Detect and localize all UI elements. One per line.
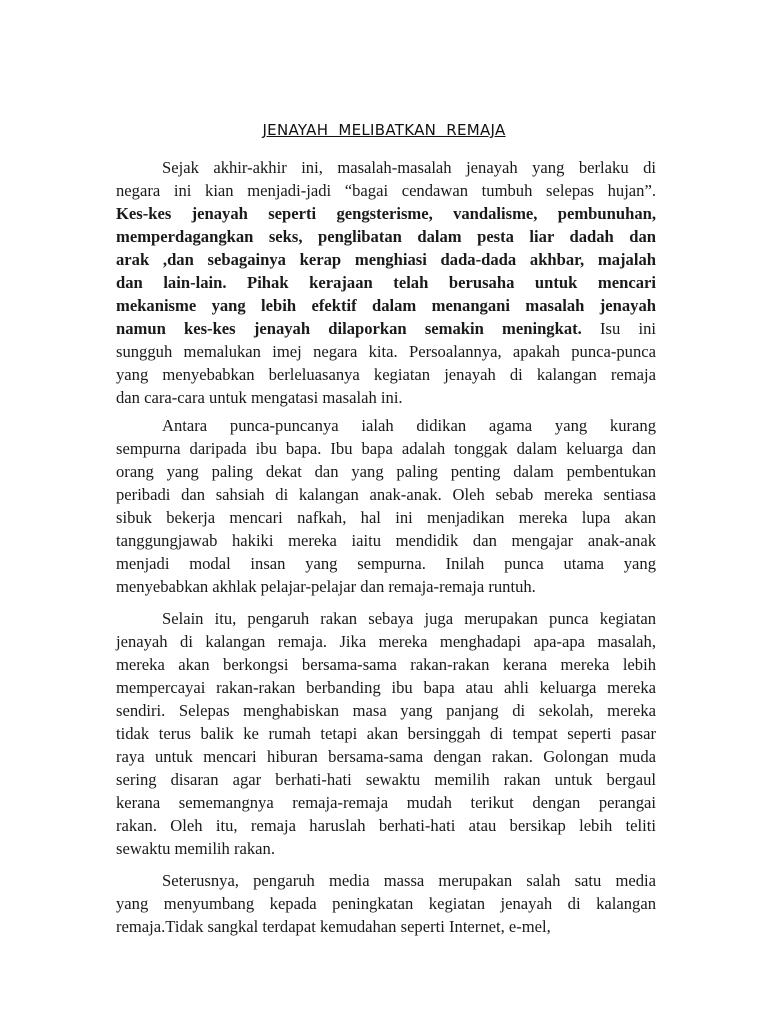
text-run: yang menyumbang kepada peningkatan kegiatan jenayah di kalangan: [116, 894, 656, 913]
text-run: raya untuk mencari hiburan bersama-sama dengan rakan. Golongan muda: [116, 747, 656, 766]
text-run: Antara punca-puncanya ialah didikan agama yang kurang: [162, 416, 656, 435]
bold-text-run: namun kes-kes jenayah dilaporkan semakin meningkat.: [116, 319, 582, 338]
bold-text-run: mekanisme yang lebih efektif dalam menangani masalah jenayah: [116, 296, 656, 315]
text-run: menyebabkan akhlak pelajar-pelajar dan remaja-remaja runtuh.: [116, 577, 536, 596]
text-line: [116, 460, 656, 483]
text-run: Seterusnya, pengaruh media massa merupakan salah satu media: [162, 871, 656, 890]
text-run: orang yang paling dekat dan yang paling penting dalam pembentukan: [116, 462, 656, 481]
text-run: remaja.Tidak sangkal terdapat kemudahan seperti Internet, e-mel,: [116, 917, 551, 936]
text-line: [116, 722, 656, 745]
text-line: [116, 179, 656, 202]
text-line: [116, 294, 656, 317]
text-run: sibuk bekerja mencari nafkah, hal ini menjadikan mereka lupa akan: [116, 508, 656, 527]
text-line: [116, 202, 656, 225]
text-line: [116, 483, 656, 506]
text-line: [116, 437, 656, 460]
paragraph-4: [116, 869, 656, 938]
text-run: mereka akan berkongsi bersama-sama rakan-rakan kerana mereka lebih: [116, 655, 656, 674]
text-run: menjadi modal insan yang sempurna. Inilah punca utama yang: [116, 554, 656, 573]
text-line: [116, 575, 656, 598]
bold-text-run: arak ,dan sebagainya kerap menghiasi dada-dada akhbar, majalah: [116, 250, 656, 269]
text-run: negara ini kian menjadi-jadi “bagai cendawan tumbuh selepas hujan”.: [116, 181, 656, 200]
bold-text-run: Kes-kes jenayah seperti gengsterisme, vandalisme, pembunuhan,: [116, 204, 656, 223]
text-run: kerana sememangnya remaja-remaja mudah terikut dengan perangai: [116, 793, 656, 812]
bold-text-run: dan lain-lain. Pihak kerajaan telah berusaha untuk mencari: [116, 273, 656, 292]
text-run: mempercayai rakan-rakan berbanding ibu bapa atau ahli keluarga mereka: [116, 678, 656, 697]
paragraph-2: [116, 414, 656, 598]
text-line: [116, 414, 656, 437]
text-line: [116, 552, 656, 575]
text-run: tidak terus balik ke rumah tetapi akan bersinggah di tempat seperti pasar: [116, 724, 656, 743]
text-run: sendiri. Selepas menghabiskan masa yang panjang di sekolah, mereka: [116, 701, 656, 720]
text-line: [116, 892, 656, 915]
document-title: JENAYAH MELIBATKAN REMAJA: [262, 121, 506, 139]
text-line: [116, 676, 656, 699]
text-run: sempurna daripada ibu bapa. Ibu bapa adalah tonggak dalam keluarga dan: [116, 439, 656, 458]
text-line: [116, 340, 656, 363]
text-line: [116, 506, 656, 529]
text-run: peribadi dan sahsiah di kalangan anak-anak. Oleh sebab mereka sentiasa: [116, 485, 656, 504]
text-line: [116, 837, 656, 860]
text-run: Sejak akhir-akhir ini, masalah-masalah jenayah yang berlaku di: [162, 158, 656, 177]
text-line: [116, 791, 656, 814]
text-line: [116, 699, 656, 722]
text-line: [116, 814, 656, 837]
text-run: jenayah di kalangan remaja. Jika mereka menghadapi apa-apa masalah,: [116, 632, 656, 651]
text-run: Isu ini: [581, 319, 656, 338]
paragraph-1: [116, 156, 656, 409]
text-run: yang menyebabkan berleluasanya kegiatan jenayah di kalangan remaja: [116, 365, 656, 384]
text-run: dan cara-cara untuk mengatasi masalah ini.: [116, 388, 403, 407]
text-run: sering disaran agar berhati-hati sewaktu memilih rakan untuk bergaul: [116, 770, 656, 789]
text-line: [116, 529, 656, 552]
text-line: [116, 745, 656, 768]
bold-text-run: memperdagangkan seks, penglibatan dalam pesta liar dadah dan: [116, 227, 656, 246]
text-run: sewaktu memilih rakan.: [116, 839, 275, 858]
text-line: [116, 156, 656, 179]
text-run: rakan. Oleh itu, remaja haruslah berhati-hati atau bersikap lebih teliti: [116, 816, 656, 835]
text-line: [116, 386, 656, 409]
text-line: [116, 248, 656, 271]
text-run: sungguh memalukan imej negara kita. Persoalannya, apakah punca-punca: [116, 342, 656, 361]
text-line: [116, 915, 656, 938]
text-line: [116, 271, 656, 294]
text-line: [116, 869, 656, 892]
text-run: tanggungjawab hakiki mereka iaitu mendidik dan mengajar anak-anak: [116, 531, 656, 550]
text-line: [116, 653, 656, 676]
paragraph-3: [116, 607, 656, 860]
text-run: Selain itu, pengaruh rakan sebaya juga merupakan punca kegiatan: [162, 609, 656, 628]
text-line: [116, 607, 656, 630]
text-line: [116, 317, 656, 340]
text-line: [116, 768, 656, 791]
text-line: [116, 225, 656, 248]
text-line: [116, 630, 656, 653]
text-line: [116, 363, 656, 386]
